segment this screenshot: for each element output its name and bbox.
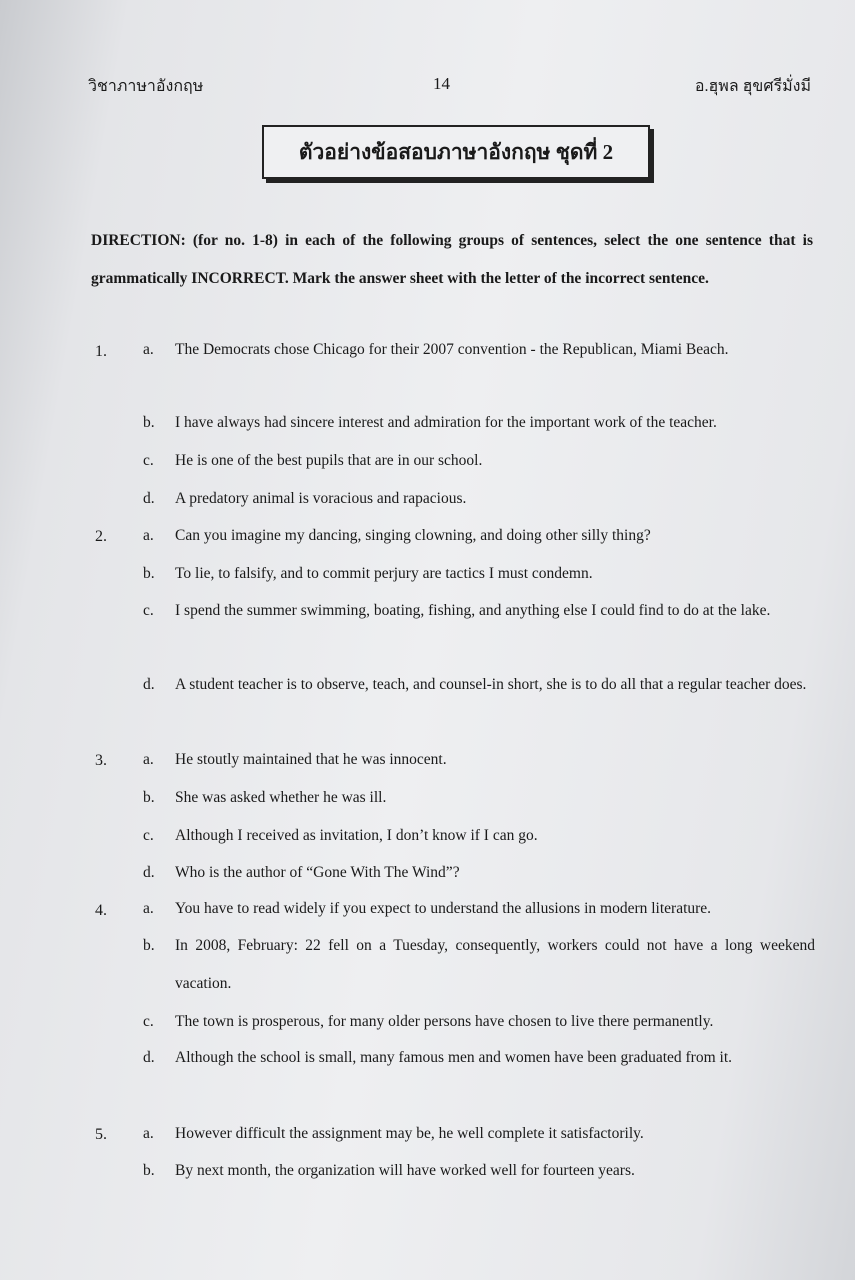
option-text: She was asked whether he was ill. xyxy=(175,789,387,806)
question-option xyxy=(143,517,815,555)
option-letter: c. xyxy=(143,452,154,469)
option-text: He is one of the best pupils that are in our school. xyxy=(175,452,483,469)
direction-text: DIRECTION: (for no. 1-8) in each of the following groups of sentences, select the one sentence that is grammatically INCORRECT. Mark the answer sheet with the letter of the incorrect sentence. xyxy=(91,232,813,287)
question-option xyxy=(143,854,815,892)
question-option xyxy=(143,817,815,855)
option-text: To lie, to falsify, and to commit perjury are tactics I must condemn. xyxy=(175,565,593,582)
option-text: A student teacher is to observe, teach, and counsel-in short, she is to do all that a regular teacher does. xyxy=(175,676,807,693)
question-option xyxy=(143,927,815,1003)
question-option xyxy=(143,480,815,518)
header-subject: วิชาภาษาอังกฤษ xyxy=(88,78,204,95)
option-text: You have to read widely if you expect to understand the allusions in modern literature. xyxy=(175,900,712,917)
option-letter: d. xyxy=(143,676,155,693)
option-letter: c. xyxy=(143,1013,154,1030)
question-option xyxy=(143,1039,815,1077)
option-letter: d. xyxy=(143,1049,155,1066)
option-text: By next month, the organization will have worked well for fourteen years. xyxy=(175,1162,635,1179)
option-text: He stoutly maintained that he was innocent. xyxy=(175,751,447,768)
question-option xyxy=(143,666,815,704)
option-text: However difficult the assignment may be, he well complete it satisfactorily. xyxy=(175,1125,644,1142)
option-letter: c. xyxy=(143,827,154,844)
page-title-text: ตัวอย่างข้อสอบภาษาอังกฤษ ชุดที่ 2 xyxy=(298,139,614,164)
option-letter: d. xyxy=(143,490,155,507)
question-option xyxy=(143,1003,815,1041)
question-option xyxy=(143,779,815,817)
option-text: I have always had sincere interest and admiration for the important work of the teacher. xyxy=(175,414,717,431)
option-letter: b. xyxy=(143,1162,155,1179)
option-letter: a. xyxy=(143,1125,154,1142)
option-text: Although I received as invitation, I don’t know if I can go. xyxy=(175,827,538,844)
option-text: A predatory animal is voracious and rapacious. xyxy=(175,490,467,507)
option-text: Can you imagine my dancing, singing clowning, and doing other silly thing? xyxy=(175,527,651,544)
option-text: Although the school is small, many famous men and women have been graduated from it. xyxy=(175,1049,733,1066)
option-letter: d. xyxy=(143,864,155,881)
question-option xyxy=(143,404,815,442)
question-option xyxy=(143,592,815,630)
option-text: The town is prosperous, for many older persons have chosen to live there permanently. xyxy=(175,1013,714,1030)
question-option xyxy=(143,555,815,593)
question-number: 4. xyxy=(95,902,107,919)
question-option xyxy=(143,890,815,928)
option-letter: a. xyxy=(143,751,154,768)
option-letter: a. xyxy=(143,527,154,544)
question-option xyxy=(143,741,815,779)
option-text: I spend the summer swimming, boating, fishing, and anything else I could find to do at the lake. xyxy=(175,602,771,619)
question-option xyxy=(143,331,815,369)
question-number: 3. xyxy=(95,752,107,769)
option-letter: c. xyxy=(143,602,154,619)
question-number: 2. xyxy=(95,528,107,545)
option-letter: a. xyxy=(143,341,154,358)
question-number: 1. xyxy=(95,343,107,360)
page-title xyxy=(262,125,650,179)
option-letter: a. xyxy=(143,900,154,917)
option-text: Who is the author of “Gone With The Wind”? xyxy=(175,864,460,881)
question-number: 5. xyxy=(95,1126,107,1143)
question-option xyxy=(143,442,815,480)
option-text: The Democrats chose Chicago for their 2007 convention - the Republican, Miami Beach. xyxy=(175,341,729,358)
page-number: 14 xyxy=(433,74,450,93)
header-teacher: อ.ฮุพล ฮุขศรีมั่งมี xyxy=(694,78,811,95)
option-letter: b. xyxy=(143,937,155,954)
option-letter: b. xyxy=(143,565,155,582)
question-option xyxy=(143,1152,815,1190)
option-letter: b. xyxy=(143,789,155,806)
option-letter: b. xyxy=(143,414,155,431)
question-option xyxy=(143,1115,815,1153)
option-text: In 2008, February: 22 fell on a Tuesday, consequently, workers could not have a long weekend vacation. xyxy=(175,937,815,992)
